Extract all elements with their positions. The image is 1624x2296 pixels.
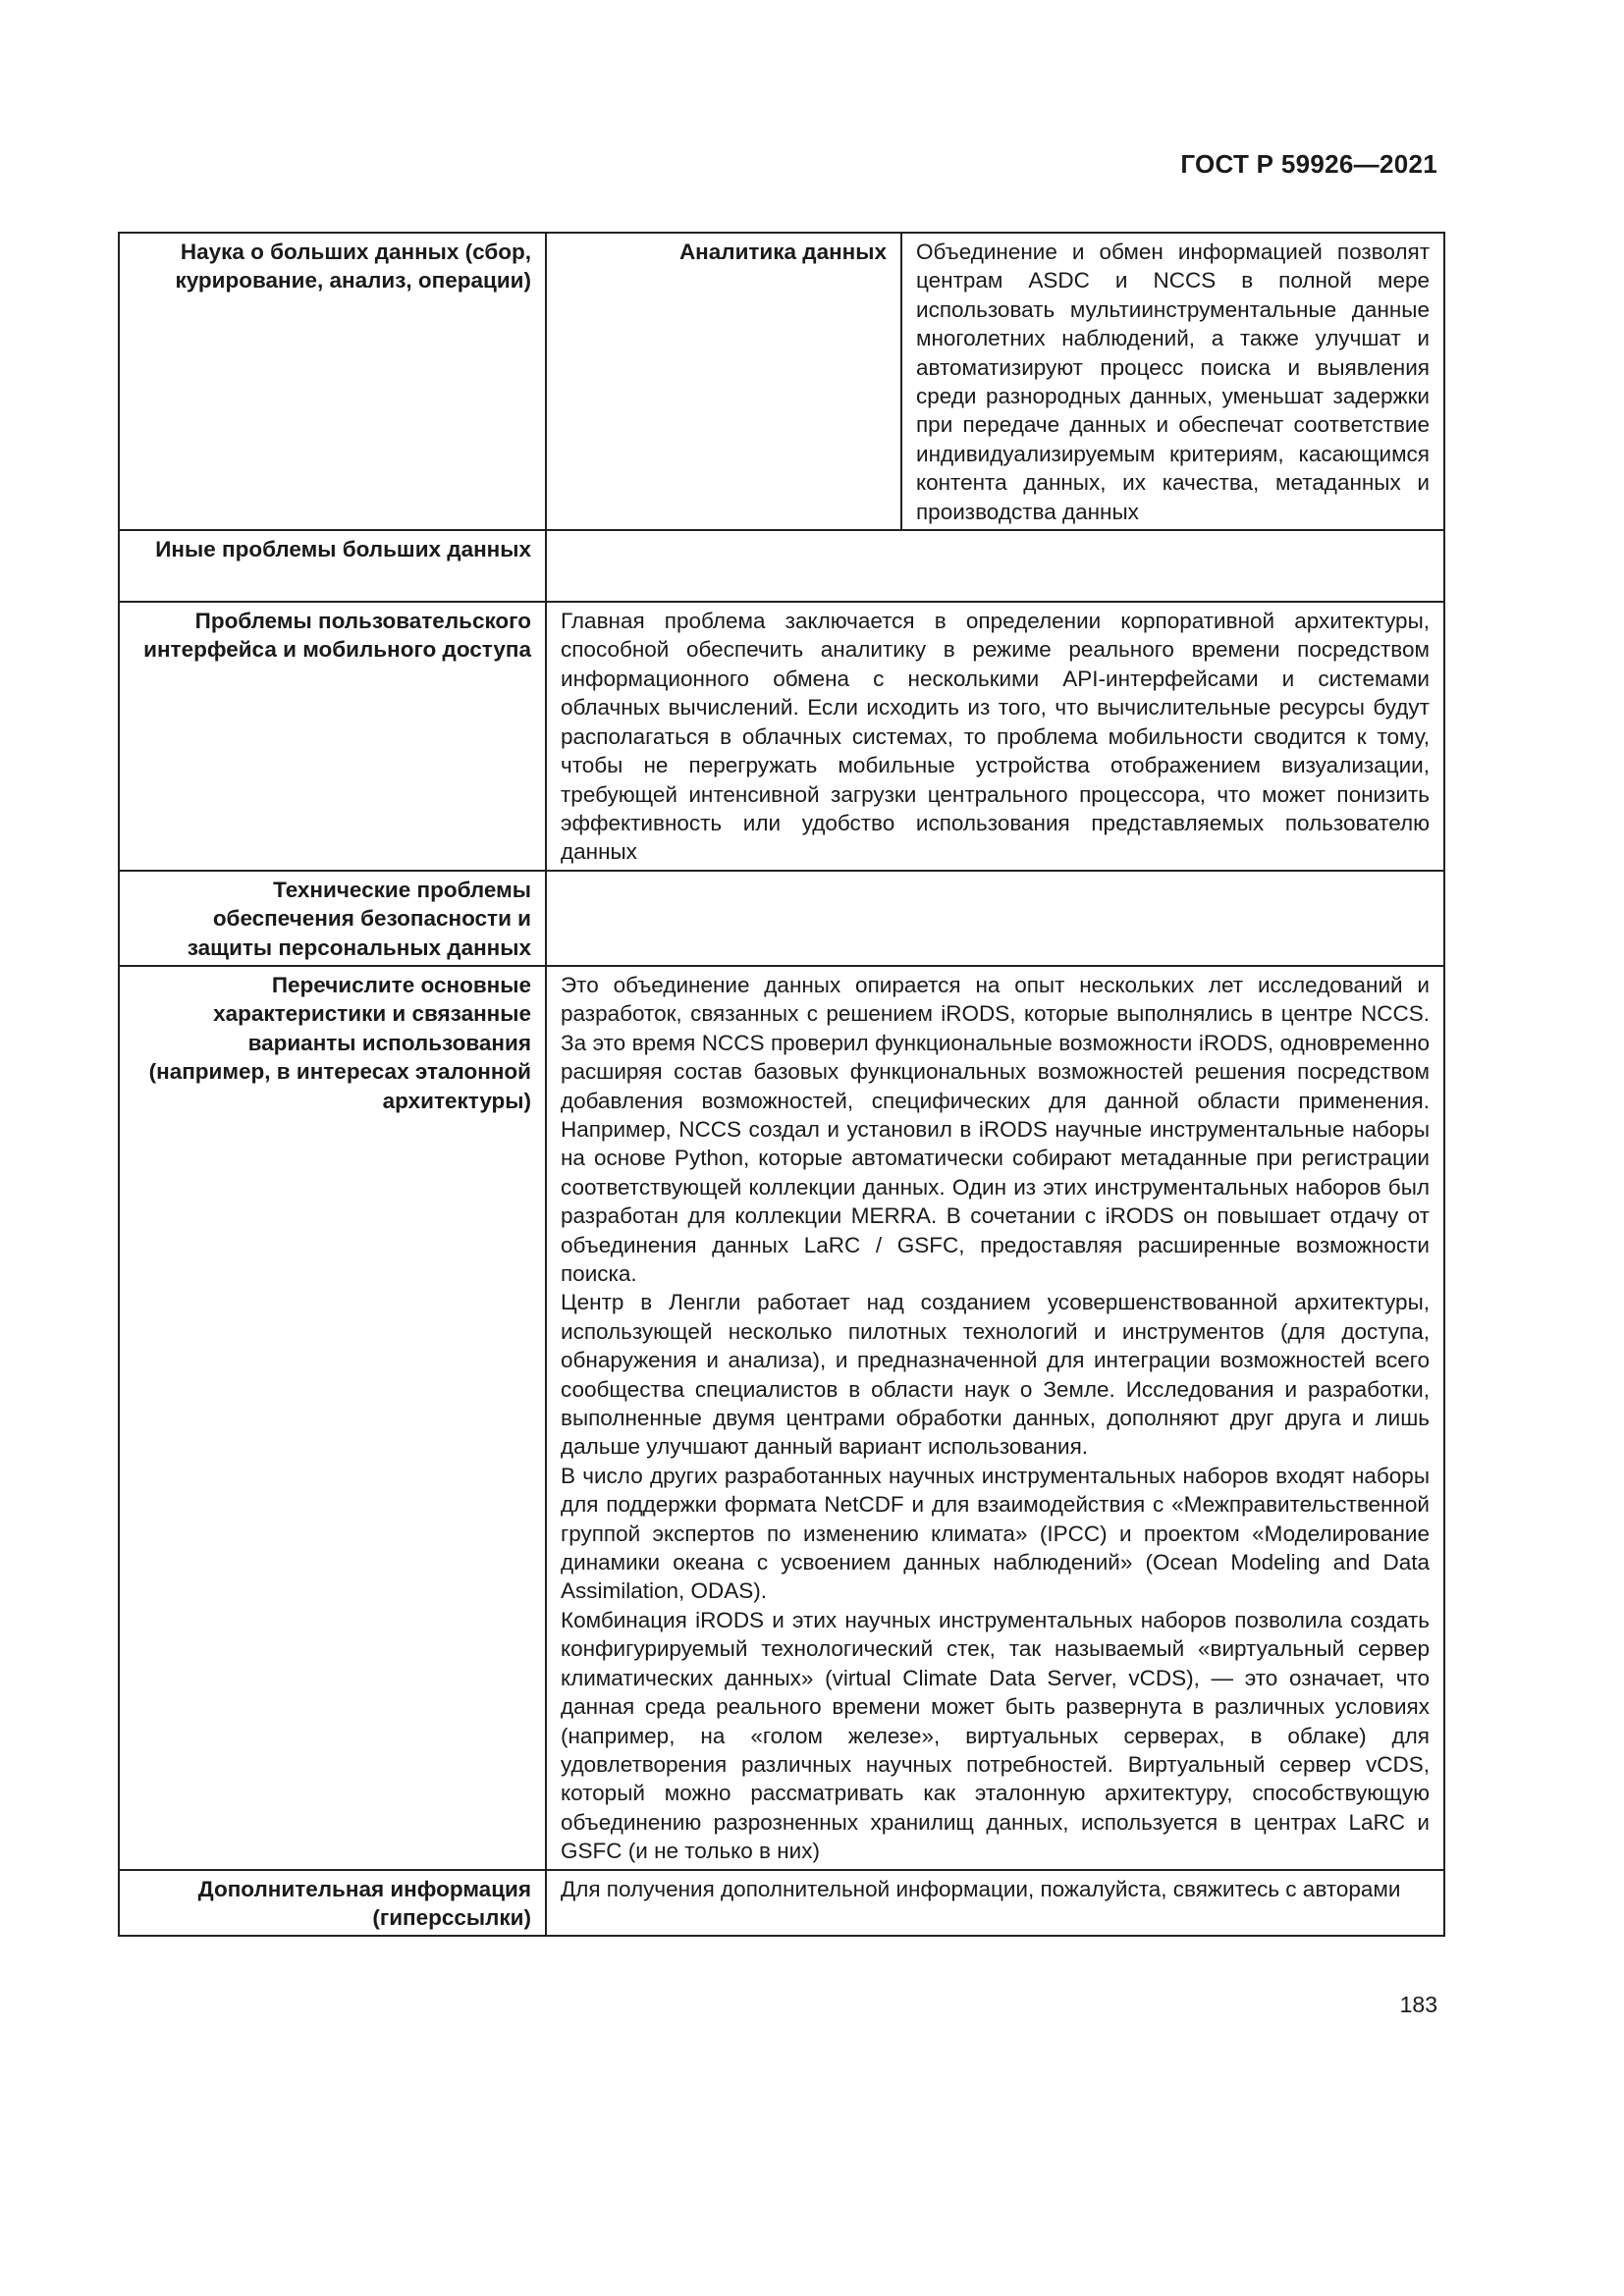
row-label-characteristics: Перечислите основные характеристики и связанные варианты использования (например, в интересах эталонной архитектуры): [119, 966, 546, 1870]
row-text-data-analytics: Объединение и обмен информацией позволят центрам ASDC и NCCS в полной мере использовать мультиинструментальные данные многолетних наблюдений, а также улучшат и автоматизируют процесс поиска и выявления среди разнородных данных, уменьшат задержки при передаче данных и обеспечат соответствие индивидуализируемым критериям, касающимся контента данных, их качества, метаданных и производства данных: [901, 233, 1444, 530]
use-case-table: [118, 232, 1445, 1937]
row-label-big-data-science: Наука о больших данных (сбор, курирование, анализ, операции): [119, 233, 546, 530]
table-row-other-problems: [119, 530, 1444, 602]
table-row-characteristics: [119, 966, 1444, 1870]
row-text-security-privacy: [546, 871, 1444, 966]
paragraph-vcds: Комбинация iRODS и этих научных инструментальных наборов позволила создать конфигурируемый технологический стек, так называемый «виртуальный сервер климатических данных» (virtual Climate Data Server, vCDS), — это означает, что данная среда реального времени может быть развернута в различных условиях (например, на «голом железе», виртуальных серверах, в облаке) для удовлетворения различных научных потребностей. Виртуальный сервер vCDS, который можно рассматривать как эталонную архитектуру, способствующую объединению разрозненных хранилищ данных, используется в центрах LaRC и GSFC (и не только в них): [561, 1607, 1430, 1864]
row-sublabel-data-analytics: Аналитика данных: [546, 233, 901, 530]
row-label-other-problems: Иные проблемы больших данных: [119, 530, 546, 602]
paragraph-langley-architecture: Центр в Ленгли работает над созданием усовершенствованной архитектуры, использующей несколько пилотных технологий и инструментов (для доступа, обнаружения и анализа), и предназначенной для интеграции возможностей всего сообщества специалистов в области наук о Земле. Исследования и разработки, выполненные двумя центрами обработки данных, дополняют друг друга и лишь дальше улучшают данный вариант использования.: [561, 1290, 1430, 1460]
row-label-security-privacy: Технические проблемы обеспечения безопасности и защиты персональных данных: [119, 871, 546, 966]
document-standard-header: ГОСТ Р 59926—2021: [1180, 149, 1437, 179]
table-row-additional-info: [119, 1870, 1444, 1937]
paragraph-other-toolkits: В число других разработанных научных инструментальных наборов входят наборы для поддержки формата NetCDF и для взаимодействия с «Межправительственной группой экспертов по изменению климата» (IPCC) и проектом «Моделирование динамики океана с усвоением данных наблюдений» (Ocean Modeling and Data Assimilation, ODAS).: [561, 1463, 1430, 1604]
row-label-ui-mobile: Проблемы пользовательского интерфейса и мобильного доступа: [119, 602, 546, 871]
table-row-security-privacy: [119, 871, 1444, 966]
row-text-characteristics: [546, 966, 1444, 1870]
paragraph-irods-nccs: Это объединение данных опирается на опыт нескольких лет исследований и разработок, связанных с решением iRODS, которые выполнялись в центре NCCS. За это время NCCS проверил функциональные возможности iRODS, одновременно расширяя состав базовых функциональных возможностей решения посредством добавления возможностей, специфических для данной области применения. Например, NCCS создал и установил в iRODS научные инструментальные наборы на основе Python, которые автоматически собирают метаданные при регистрации соответствующей коллекции данных. Один из этих инструментальных наборов был разработан для коллекции MERRA. В сочетании с iRODS он повышает отдачу от объединения данных LaRC / GSFC, предоставляя расширенные возможности поиска.: [561, 972, 1430, 1286]
table-row-ui-mobile: [119, 602, 1444, 871]
row-text-ui-mobile: Главная проблема заключается в определении корпоративной архитектуры, способной обеспечить аналитику в режиме реального времени посредством информационного обмена с несколькими API-интерфейсами и системами облачных вычислений. Если исходить из того, что вычислительные ресурсы будут располагаться в облачных системах, то проблема мобильности сводится к тому, чтобы не перегружать мобильные устройства отображением визуализации, требующей интенсивной загрузки центрального процессора, что может понизить эффективность или удобство использования представляемых пользователю данных: [546, 602, 1444, 871]
row-label-additional-info: Дополнительная информация (гиперссылки): [119, 1870, 546, 1937]
row-text-additional-info: Для получения дополнительной информации, пожалуйста, свяжитесь с авторами: [546, 1870, 1444, 1937]
row-text-other-problems: [546, 530, 1444, 602]
page-number: 183: [1399, 1992, 1437, 2017]
table-row-big-data-science: [119, 233, 1444, 530]
